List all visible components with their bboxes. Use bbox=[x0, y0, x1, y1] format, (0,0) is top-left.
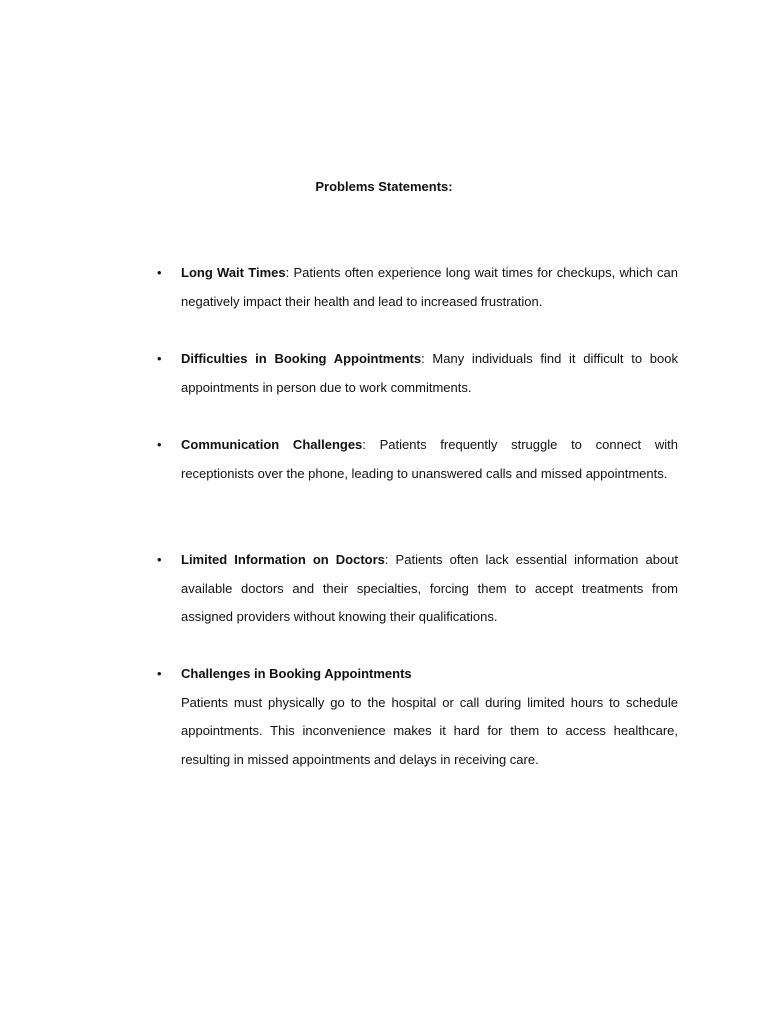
item-heading: Difficulties in Booking Appointments bbox=[181, 351, 422, 366]
item-paragraph bbox=[181, 546, 678, 632]
problem-item-communication bbox=[157, 431, 678, 488]
item-body: : Patients often experience long wait times for checkups, which can negatively impact their health and lead to increased frustration. bbox=[181, 265, 678, 309]
item-paragraph bbox=[181, 259, 678, 316]
problem-item-long-wait-times bbox=[157, 259, 678, 316]
list-item bbox=[157, 345, 678, 402]
item-heading: Challenges in Booking Appointments bbox=[181, 666, 412, 681]
item-body: : Many individuals find it difficult to book appointments in person due to work commitments. bbox=[181, 351, 678, 395]
item-heading: Long Wait Times bbox=[181, 265, 286, 280]
list-item bbox=[157, 431, 678, 488]
problem-item-booking-challenges bbox=[157, 660, 678, 774]
item-continuation-paragraph: Patients must physically go to the hospital or call during limited hours to schedule appointments. This inconvenience makes it hard for them to access healthcare, resulting in missed appointments and delays in receiving care. bbox=[181, 694, 678, 767]
item-heading: Limited Information on Doctors bbox=[181, 552, 385, 567]
bullet-icon: • bbox=[157, 666, 162, 681]
problem-item-booking-difficulties bbox=[157, 345, 678, 402]
page-title: Problems Statements: bbox=[315, 179, 453, 194]
item-body: : Patients often lack essential information about available doctors and their specialties, forcing them to accept treatments from assigned providers without knowing their qualifications. bbox=[181, 552, 678, 625]
bullet-icon: • bbox=[157, 351, 162, 366]
item-heading: Communication Challenges bbox=[181, 437, 363, 452]
list-item bbox=[157, 546, 678, 632]
list-item bbox=[157, 259, 678, 316]
item-paragraph bbox=[181, 660, 678, 689]
item-paragraph bbox=[181, 431, 678, 488]
bullet-icon: • bbox=[157, 265, 162, 280]
bullet-icon: • bbox=[157, 552, 162, 567]
bullet-icon: • bbox=[157, 437, 162, 452]
problem-item-doctor-information bbox=[157, 546, 678, 632]
item-body: : Patients frequently struggle to connect with receptionists over the phone, leading to unanswered calls and missed appointments. bbox=[181, 437, 678, 481]
list-item bbox=[157, 660, 678, 774]
item-paragraph bbox=[181, 345, 678, 402]
